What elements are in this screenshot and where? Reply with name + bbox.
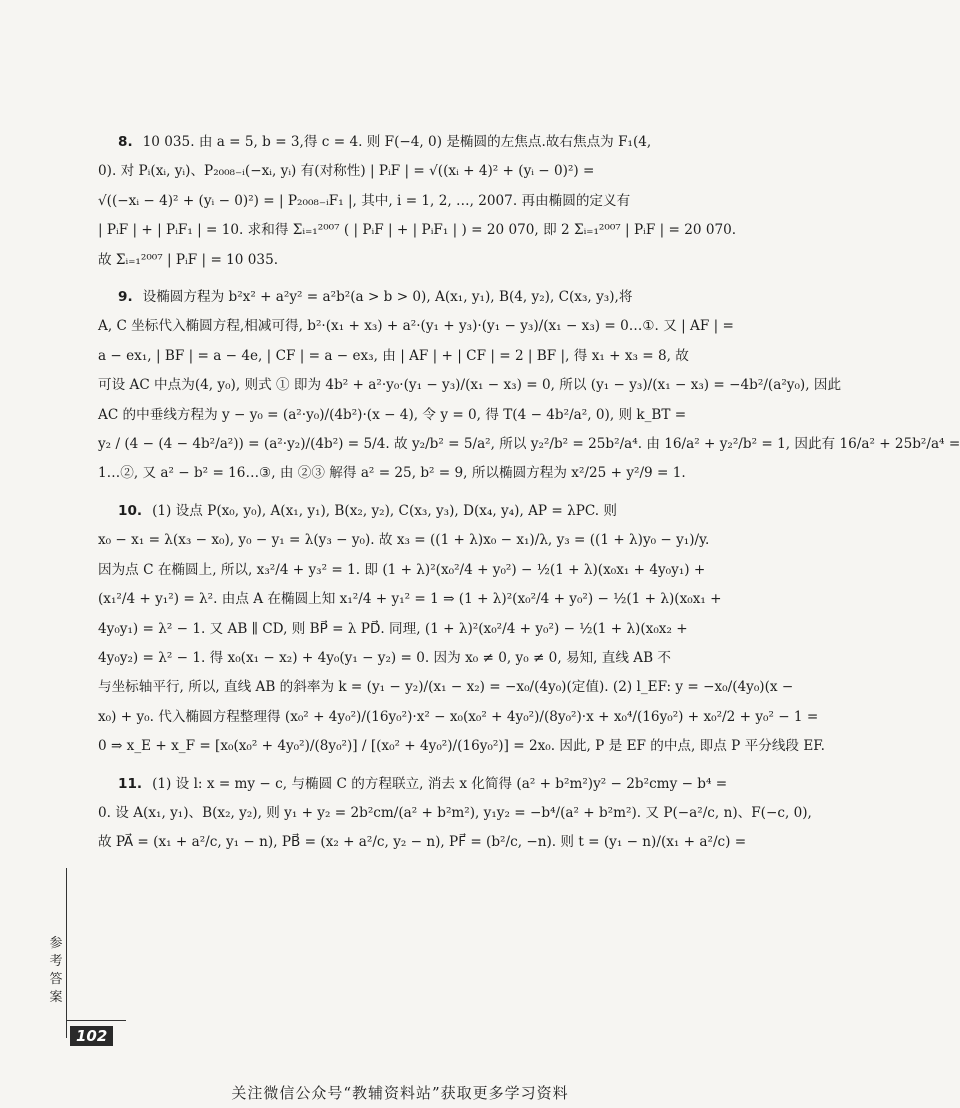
problem-line — [98, 799, 812, 828]
problem-text: √((−xᵢ − 4)² + (yᵢ − 0)²) = | P₂₀₀₈₋ᵢF₁ |, 其中, i = 1, 2, …, 2007. 再由椭圆的定义有 — [98, 192, 631, 209]
problem-line — [98, 526, 730, 555]
problem-text: A, C 坐标代入椭圆方程,相减可得, b²·(x₁ + x₃) + a²·(y₁ + y₃)·(y₁ − y₃)/(x₁ − x₃) = 0…①. 又 | AF | = — [98, 318, 734, 335]
problem-text: 1…②, 又 a² − b² = 16…③, 由 ②③ 解得 a² = 25, b² = 9, 所以椭圆方程为 x²/25 + y²/9 = 1. — [98, 465, 686, 482]
problem-line — [98, 556, 730, 585]
problem-line — [98, 585, 730, 614]
problem-line — [98, 246, 730, 275]
section-label: 参考答案 — [49, 936, 63, 1005]
problem-line — [98, 312, 734, 341]
page-number-rule — [66, 1020, 126, 1021]
problem-number: 8. — [118, 134, 133, 150]
problem-line — [98, 401, 730, 430]
problem-text: x₀) + y₀. 代入椭圆方程整理得 (x₀² + 4y₀²)/(16y₀²)·x² − x₀(x₀² + 4y₀²)/(8y₀²)·x + x₀⁴/(16y₀²) + x₀²/2 + y₀² − 1 = — [98, 708, 819, 725]
problem-text: 4y₀y₂) = λ² − 1. 得 x₀(x₁ − x₂) + 4y₀(y₁ − y₂) = 0. 因为 x₀ ≠ 0, y₀ ≠ 0, 易知, 直线 AB 不 — [98, 649, 672, 666]
page-number: 102 — [70, 1026, 113, 1046]
problem-number: 9. — [118, 289, 133, 306]
problem-9 — [98, 283, 960, 489]
problem-text: AC 的中垂线方程为 y − y₀ = (a²·y₀)/(4b²)·(x − 4), 令 y = 0, 得 T(4 − 4b²/a², 0), 则 k_BT = — [98, 406, 687, 423]
problem-11 — [98, 770, 812, 858]
problem-text: 10 035. 由 a = 5, b = 3,得 c = 4. 则 F(−4, 0) 是椭圆的左焦点.故右焦点为 F₁(4, — [142, 134, 652, 150]
problem-text: 与坐标轴平行, 所以, 直线 AB 的斜率为 k = (y₁ − y₂)/(x₁ − x₂) = −x₀/(4y₀)(定值). (2) l_EF: y = −x₀/(4y₀)(x − — [98, 679, 794, 696]
problem-text: 设椭圆方程为 b²x² + a²y² = a²b²(a > b > 0), A(x₁, y₁), B(4, y₂), C(x₃, y₃),将 — [142, 289, 633, 306]
problem-line — [98, 187, 730, 216]
problem-text: 可设 AC 中点为(4, y₀), 则式 ① 即为 4b² + a²·y₀·(y₁ − y₃)/(x₁ − x₃) = 0, 所以 (y₁ − y₃)/(x₁ − x₃) = −4b²/(a²y₀), 因此 — [98, 377, 842, 394]
problem-line — [98, 644, 730, 673]
problem-line — [98, 157, 730, 186]
problem-line — [98, 770, 730, 799]
problem-line — [98, 371, 842, 400]
problem-text: 故 PA⃗ = (x₁ + a²/c, y₁ − n), PB⃗ = (x₂ + a²/c, y₂ − n), PF⃗ = (b²/c, −n). 则 t = (y₁ − n)/(x₁ + a²/c) = — [98, 834, 747, 851]
problem-text: 因为点 C 在椭圆上, 所以, x₃²/4 + y₃² = 1. 即 (1 + λ)²(x₀²/4 + y₀²) − ½(1 + λ)(x₀x₁ + 4y₀y₁) + — [98, 561, 706, 578]
problem-line — [98, 430, 960, 459]
problem-text: 0. 设 A(x₁, y₁)、B(x₂, y₂), 则 y₁ + y₂ = 2b²cm/(a² + b²m²), y₁y₂ = −b⁴/(a² + b²m²). 又 P(−a²/c, n)、F(−c, 0), — [98, 804, 812, 821]
problem-text: y₂ / (4 − (4 − 4b²/a²)) = (a²·y₂)/(4b²) = 5/4. 故 y₂/b² = 5/a², 所以 y₂²/b² = 25b²/a⁴. 由 16/a² + y₂²/b² = 1, 因此有 16/a² + 25b²/a⁴ = — [98, 436, 960, 453]
problem-line — [98, 828, 747, 857]
problem-text: | PᵢF | + | PᵢF₁ | = 10. 求和得 Σᵢ₌₁²⁰⁰⁷ ( | PᵢF | + | PᵢF₁ | ) = 20 070, 即 2 Σᵢ₌₁²⁰⁰⁷ | PᵢF | = 20 070. — [98, 222, 737, 239]
problem-line — [98, 703, 819, 732]
problem-line — [98, 283, 730, 312]
problem-text: 4y₀y₁) = λ² − 1. 又 AB ∥ CD, 则 BP⃗ = λ PD⃗. 同理, (1 + λ)²(x₀²/4 + y₀²) − ½(1 + λ)(x₀x₂ + — [98, 620, 688, 637]
problem-text: 0 ⇒ x_E + x_F = [x₀(x₀² + 4y₀²)/(8y₀²)] / [(x₀² + 4y₀²)/(16y₀²)] = 2x₀. 因此, P 是 EF 的中点, 即点 P 平分线段 EF. — [98, 738, 825, 755]
problem-line — [98, 732, 825, 761]
footer-note: 关注微信公众号“教辅资料站”获取更多学习资料 — [231, 1084, 569, 1102]
problem-line — [98, 615, 730, 644]
problem-text: (x₁²/4 + y₁²) = λ². 由点 A 在椭圆上知 x₁²/4 + y₁² = 1 ⇒ (1 + λ)²(x₀²/4 + y₀²) − ½(1 + λ)(x₀x₁ + — [98, 591, 722, 608]
problem-10 — [98, 497, 825, 762]
problem-line — [98, 497, 730, 526]
problem-text: x₀ − x₁ = λ(x₃ − x₀), y₀ − y₁ = λ(y₃ − y₀). 故 x₃ = ((1 + λ)x₀ − x₁)/λ, y₃ = ((1 + λ)y₀ − y₁)/y. — [98, 532, 710, 549]
problem-line — [98, 216, 737, 245]
problem-line — [98, 459, 730, 488]
problem-text: (1) 设点 P(x₀, y₀), A(x₁, y₁), B(x₂, y₂), C(x₃, y₃), D(x₄, y₄), AP = λPC. 则 — [152, 502, 618, 519]
problem-text: 0). 对 Pᵢ(xᵢ, yᵢ)、P₂₀₀₈₋ᵢ(−xᵢ, yᵢ) 有(对称性) | PᵢF | = √((xᵢ + 4)² + (yᵢ − 0)²) = — [98, 163, 595, 180]
problem-number: 11. — [118, 775, 143, 792]
problem-text: 故 Σᵢ₌₁²⁰⁰⁷ | PᵢF | = 10 035. — [98, 251, 279, 268]
problem-line — [98, 342, 730, 371]
problem-line — [98, 673, 794, 702]
problem-line — [98, 128, 730, 157]
problem-text: (1) 设 l: x = my − c, 与椭圆 C 的方程联立, 消去 x 化简得 (a² + b²m²)y² − 2b²cmy − b⁴ = — [152, 775, 728, 792]
problem-8 — [98, 128, 737, 275]
problem-number: 10. — [118, 502, 143, 519]
side-divider — [66, 868, 67, 1038]
answer-content — [98, 128, 960, 866]
problem-text: a − ex₁, | BF | = a − 4e, | CF | = a − ex₃, 由 | AF | + | CF | = 2 | BF |, 得 x₁ + x₃ = 8, 故 — [98, 347, 689, 364]
